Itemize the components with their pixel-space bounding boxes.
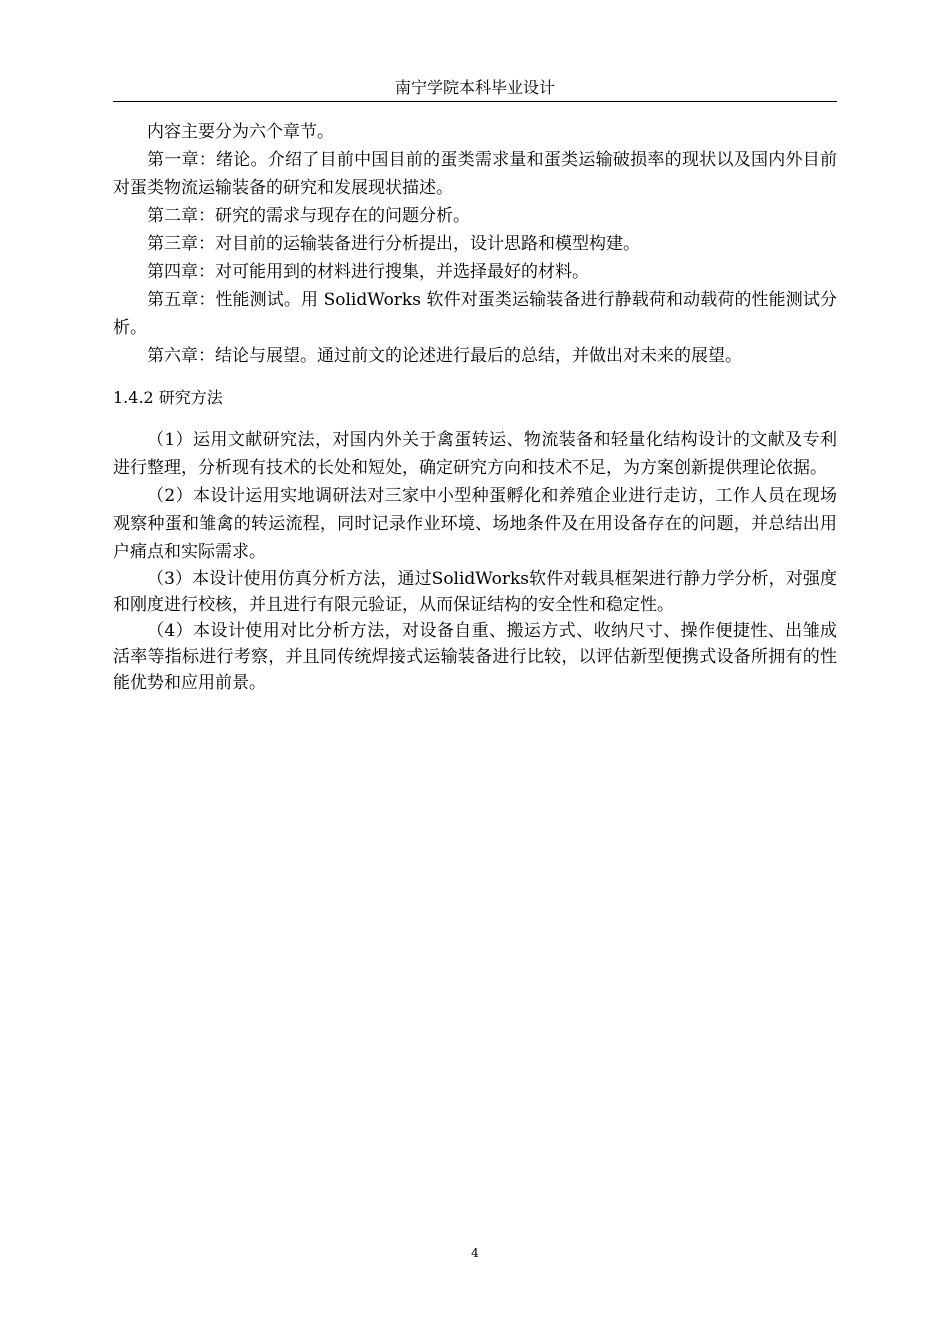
chapter-3: 第三章：对目前的运输装备进行分析提出，设计思路和模型构建。 [147,234,640,254]
section-heading: 1.4.2 研究方法 [113,388,223,407]
header-rule [113,101,837,102]
chapter-4: 第四章：对可能用到的材料进行搜集，并选择最好的材料。 [147,262,589,282]
method-item-3: （3）本设计使用仿真分析方法，通过SolidWorks软件对载具框架进行静力学分析，对强度和刚度进行校核，并且进行有限元验证，从而保证结构的安全性和稳定性。 [113,569,837,615]
method-item-2: （2）本设计运用实地调研法对三家中小型种蛋孵化和养殖企业进行走访，工作人员在现场观察种蛋和雏禽的转运流程，同时记录作业环境、场地条件及在用设备存在的问题，并总结出用户痛点和实际需求。 [113,486,837,562]
chapter-1: 第一章：绪论。介绍了目前中国目前的蛋类需求量和蛋类运输破损率的现状以及国内外目前对蛋类物流运输装备的研究和发展现状描述。 [113,150,837,198]
methods-list [113,426,837,696]
chapters-intro: 内容主要分为六个章节。 [147,122,334,142]
chapter-2: 第二章：研究的需求与现存在的问题分析。 [147,206,470,226]
page-number: 4 [471,1246,479,1260]
chapter-5: 第五章：性能测试。用 SolidWorks 软件对蛋类运输装备进行静载荷和动载荷的性能测试分析。 [113,290,837,338]
chapter-6: 第六章：结论与展望。通过前文的论述进行最后的总结，并做出对未来的展望。 [147,346,742,366]
method-item-4: （4）本设计使用对比分析方法，对设备自重、搬运方式、收纳尺寸、操作便捷性、出雏成活率等指标进行考察，并且同传统焊接式运输装备进行比较，以评估新型便携式设备所拥有的性能优势和应用前景。 [113,621,837,693]
page-content [113,118,837,696]
page-header: 南宁学院本科毕业设计 [394,78,555,97]
method-item-1: （1）运用文献研究法，对国内外关于禽蛋转运、物流装备和轻量化结构设计的文献及专利进行整理，分析现有技术的长处和短处，确定研究方向和技术不足，为方案创新提供理论依据。 [113,430,837,478]
